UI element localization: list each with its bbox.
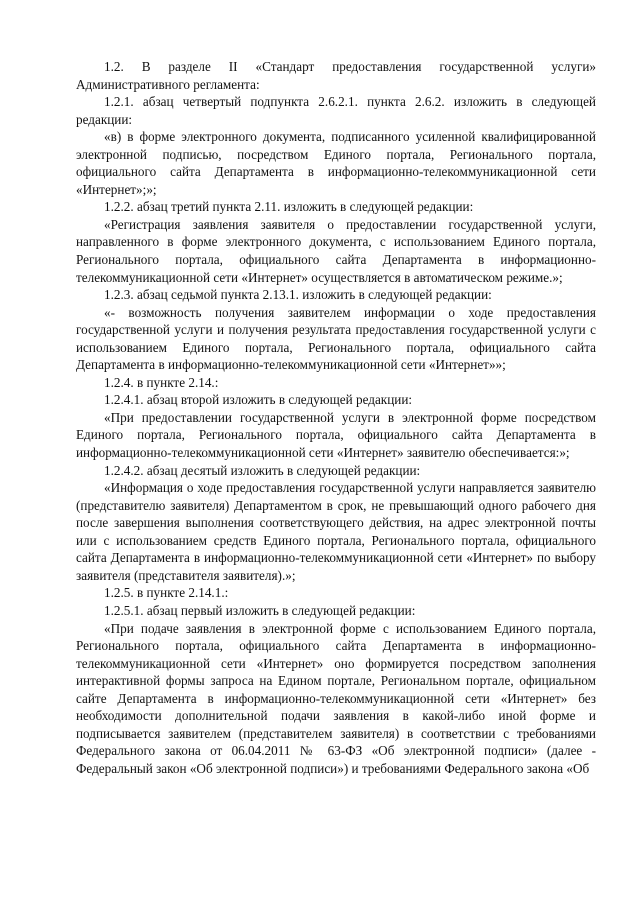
paragraph-1-2-1-text: «в) в форме электронного документа, подписанного усиленной квалифицированной электронной подписью, посредством Единого портала, Регионального портала, официального сайта Департамента в информационно-телекоммуникационной сети «Интернет»;»; xyxy=(76,129,596,197)
paragraph-1-2-3: 1.2.3. абзац седьмой пункта 2.13.1. изложить в следующей редакции: xyxy=(104,287,492,303)
paragraph-1-2-3-text: «- возможность получения заявителем информации о ходе предоставления государственной услуги и получения результата предоставления государственной услуги с использованием Единого портала, Регионального портала, официального сайта Департамента в информационно-телекоммуникационной сети «Интернет»»; xyxy=(76,304,596,373)
paragraph-1-2-1: 1.2.1. абзац четвертый подпункта 2.6.2.1. пункта 2.6.2. изложить в следующей редакции: xyxy=(76,94,596,127)
paragraph-1-2-4-2: 1.2.4.2. абзац десятый изложить в следующей редакции: xyxy=(104,462,421,478)
document-page xyxy=(76,58,596,777)
paragraph-1-2-4: 1.2.4. в пункте 2.14.: xyxy=(104,374,219,390)
paragraph-1-2-2: 1.2.2. абзац третий пункта 2.11. изложить в следующей редакции: xyxy=(104,199,474,215)
paragraph-1-2-4-2-text: «Информация о ходе предоставления государственной услуги направляется заявителю (представителю заявителя) Департаментом в срок, не превышающий одного рабочего дня после завершения выполнения соответствующего действия, на адрес электронной почты или с использованием средств Единого портала, Регионального портала, официального сайта Департамента в информационно-телекоммуникационной сети «Интернет» по выбору заявителя (представителя заявителя).»; xyxy=(76,480,596,583)
paragraph-1-2-4-1-text: «При предоставлении государственной услуги в электронной форме посредством Единого портала, Регионального портала, официального сайта Департамента в информационно-телекоммуникационной сети «Интернет» заявителю обеспечивается:»; xyxy=(76,409,596,461)
paragraph-1-2-5: 1.2.5. в пункте 2.14.1.: xyxy=(104,585,229,601)
paragraph-1-2-4-1: 1.2.4.1. абзац второй изложить в следующей редакции: xyxy=(104,392,413,408)
paragraph-1-2-2-text: «Регистрация заявления заявителя о предоставлении государственной услуги, направленного в форме электронного документа, с использованием Единого портала, Регионального портала, официального сайта Департамента в информационно-телекоммуникационной сети «Интернет» осуществляется в автоматическом режиме.»; xyxy=(76,216,596,285)
paragraph-1-2: 1.2. В разделе II «Стандарт предоставления государственной услуги» Административного регламента: xyxy=(76,59,596,92)
paragraph-1-2-5-1-text: «При подаче заявления в электронной форме с использованием Единого портала, Регионального портала, официального сайта Департамента в информационно-телекоммуникационной сети «Интернет» оно формируется посредством заполнения интерактивной формы запроса на Едином портале, Региональном портале, официальном сайте Департамента в информационно-телекоммуникационной сети «Интернет» без необходимости дополнительной подачи заявления в какой-либо иной форме и подписывается заявителем (представителем заявителя) в соответствии с требованиями Федерального закона от 06.04.2011 № 63-ФЗ «Об электронной подписи» (далее - Федеральный закон «Об электронной подписи») и требованиями Федерального закона «Об xyxy=(76,620,596,776)
paragraph-1-2-5-1: 1.2.5.1. абзац первый изложить в следующей редакции: xyxy=(104,602,416,618)
